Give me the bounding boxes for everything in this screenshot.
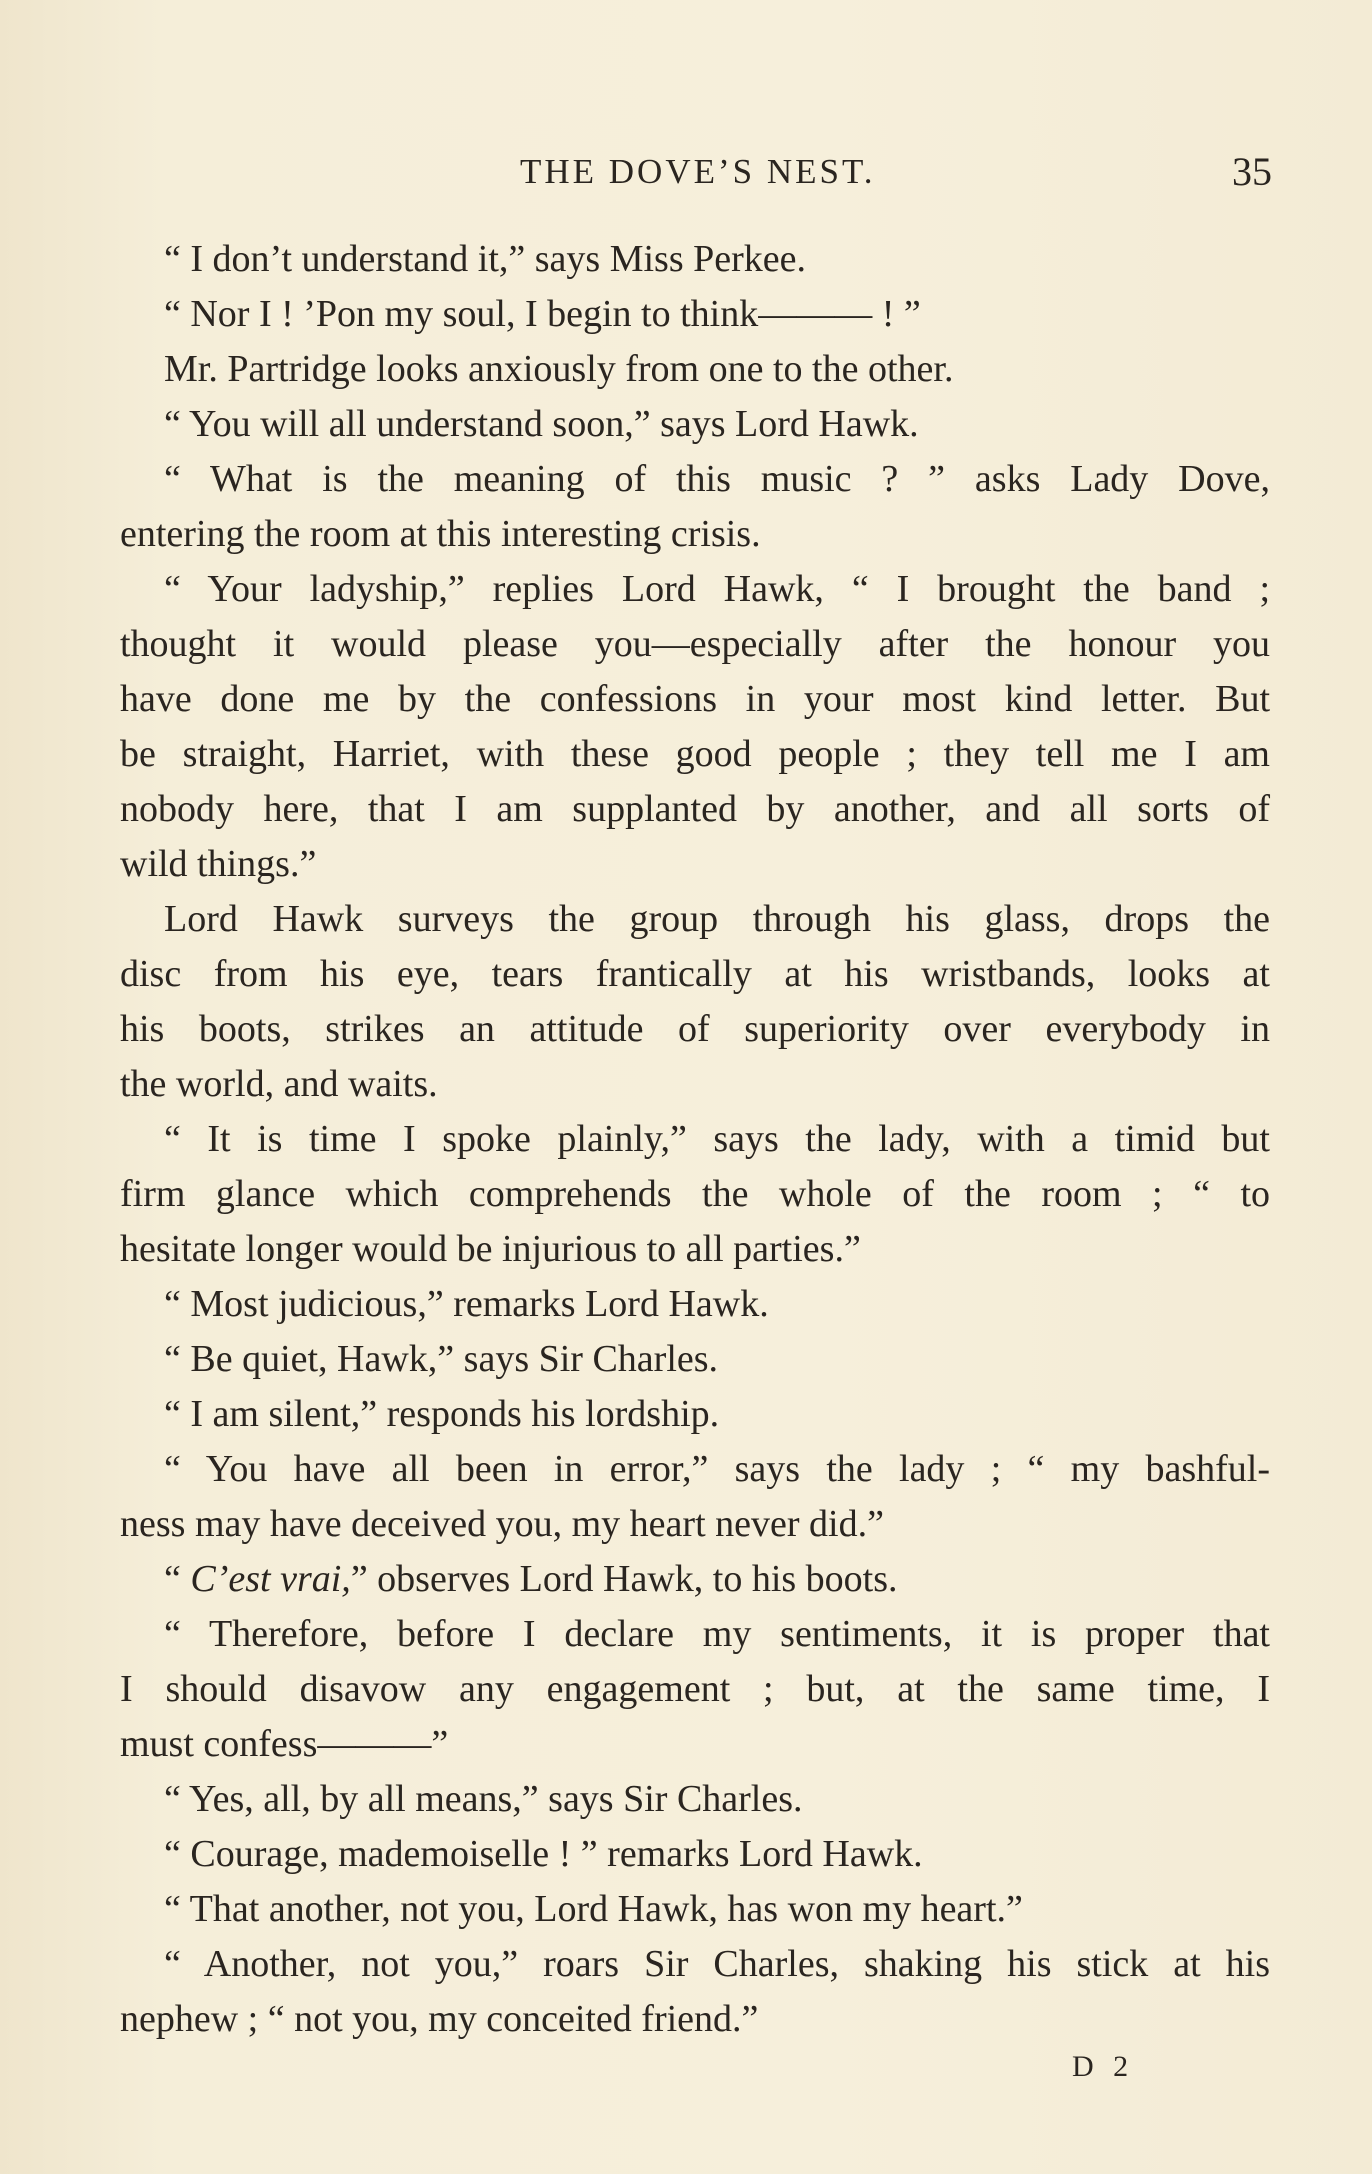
text-line: thought it would please you—especially after the honour you (120, 623, 1270, 665)
text-line: firm glance which comprehends the whole of the room ; “ to (120, 1173, 1270, 1215)
text-line: “ Most judicious,” remarks Lord Hawk. (164, 1283, 769, 1325)
text-line: entering the room at this interesting crisis. (120, 513, 761, 555)
text-line: “ Be quiet, Hawk,” says Sir Charles. (164, 1338, 719, 1380)
text-line: “ Therefore, before I declare my sentiments, it is proper that (164, 1613, 1270, 1655)
text-line: have done me by the confessions in your most kind letter. But (120, 678, 1270, 720)
text-line: hesitate longer would be injurious to all parties.” (120, 1228, 861, 1270)
text-line: nephew ; “ not you, my conceited friend.” (120, 1998, 759, 2040)
text-line: “ Courage, mademoiselle ! ” remarks Lord Hawk. (164, 1833, 923, 1875)
text-line: Lord Hawk surveys the group through his glass, drops the (164, 898, 1270, 940)
text-line: “ That another, not you, Lord Hawk, has won my heart.” (164, 1888, 1023, 1930)
text-line: be straight, Harriet, with these good people ; they tell me I am (120, 733, 1270, 775)
text-line: his boots, strikes an attitude of superiority over everybody in (120, 1008, 1270, 1050)
text-line: “ What is the meaning of this music ? ” asks Lady Dove, (164, 458, 1270, 500)
text-line: wild things.” (120, 843, 317, 885)
page-header (0, 148, 1372, 198)
page-number: 35 (1232, 149, 1272, 194)
italic-phrase: C’est vrai, (190, 1558, 351, 1600)
text-line: “ You have all been in error,” says the lady ; “ my bashful- (164, 1448, 1270, 1490)
text-line: Mr. Partridge looks anxiously from one to the other. (164, 348, 954, 390)
text-line: “ I am silent,” responds his lordship. (164, 1393, 720, 1435)
text-line: “ I don’t understand it,” says Miss Perkee. (164, 238, 807, 280)
body-text (120, 232, 1270, 2047)
text-line: I should disavow any engagement ; but, at the same time, I (120, 1668, 1270, 1710)
text-line: disc from his eye, tears frantically at his wristbands, looks at (120, 953, 1270, 995)
text-line: “ It is time I spoke plainly,” says the lady, with a timid but (164, 1118, 1270, 1160)
text-line: “ Another, not you,” roars Sir Charles, shaking his stick at his (164, 1943, 1270, 1985)
text-line: “ You will all understand soon,” says Lord Hawk. (164, 403, 919, 445)
text-line: ness may have deceived you, my heart never did.” (120, 1503, 884, 1545)
text-line: “ Your ladyship,” replies Lord Hawk, “ I brought the band ; (164, 568, 1270, 610)
running-title: THE DOVE’S NEST. (520, 152, 876, 191)
text-line: must confess———” (120, 1723, 449, 1765)
text-line: “ C’est vrai,” observes Lord Hawk, to his boots. (164, 1558, 898, 1600)
signature-mark: D 2 (1072, 2050, 1135, 2083)
text-line: the world, and waits. (120, 1063, 438, 1105)
text-line: “ Nor I ! ’Pon my soul, I begin to think——— ! ” (164, 293, 921, 335)
text-line: nobody here, that I am supplanted by another, and all sorts of (120, 788, 1270, 830)
text-line: “ Yes, all, by all means,” says Sir Charles. (164, 1778, 803, 1820)
